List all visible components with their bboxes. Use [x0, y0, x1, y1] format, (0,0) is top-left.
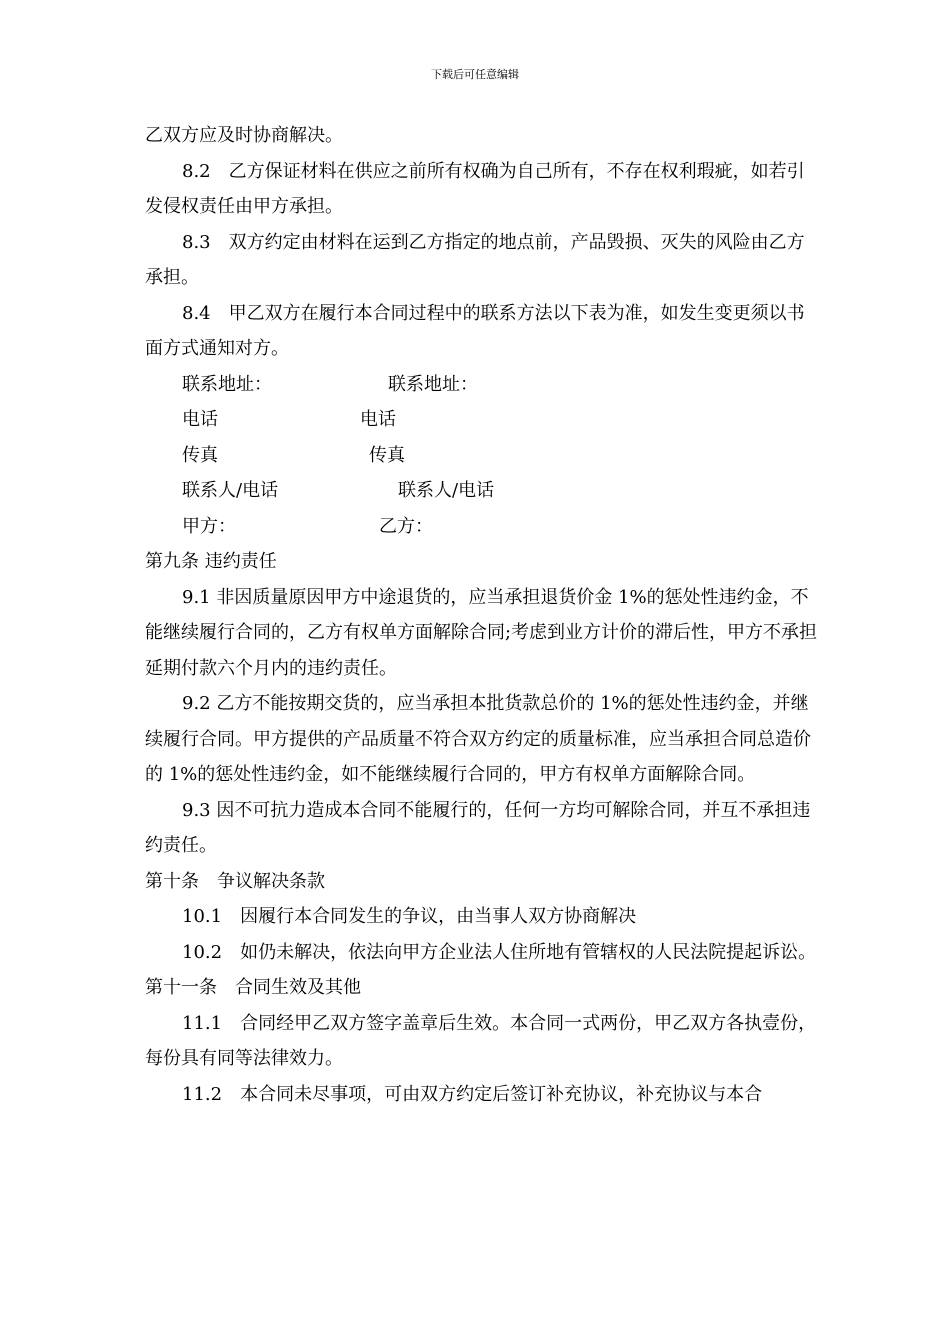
clause-9-1: 9.1 非因质量原因甲方中途退货的，应当承担退货价金 1%的惩处性违约金，不能继续履行合同的，乙方有权单方面解除合同;考虑到业方计价的滞后性，甲方不承担延期付款六个月内的违约责任。	[145, 586, 818, 679]
clause-10-2: 10.2 如仍未解决，依法向甲方企业法人住所地有管辖权的人民法院提起诉讼。	[182, 941, 817, 963]
clause-9-2: 9.2 乙方不能按期交货的，应当承担本批货款总价的 1%的惩处性违约金，并继续履行合同。甲方提供的产品质量不符合双方约定的质量标准，应当承担合同总造价的 1%的惩处性违约金，如不能继续履行合同的，甲方有权单方面解除合同。	[145, 693, 811, 785]
clause-8-4: 8.4 甲乙双方在履行本合同过程中的联系方法以下表为准，如发生变更须以书面方式通知对方。	[145, 302, 805, 359]
clause-10-1: 10.1 因履行本合同发生的争议，由当事人双方协商解决	[182, 906, 637, 927]
clause-8-3: 8.3 双方约定由材料在运到乙方指定的地点前，产品毁损、灭失的风险由乙方承担。	[145, 231, 805, 288]
contact-label-left: 电话	[182, 409, 218, 430]
contact-label-left: 联系人/电话	[182, 480, 279, 501]
contact-label-right: 联系地址：	[388, 373, 478, 395]
page-header: 下载后可任意编辑	[431, 68, 519, 81]
contact-label-left: 联系地址：	[182, 373, 272, 395]
clause-8-2: 8.2 乙方保证材料在供应之前所有权确为自己所有，不存在权利瑕疵，如若引发侵权责任由甲方承担。	[145, 160, 805, 217]
contact-label-right: 联系人/电话	[398, 480, 495, 501]
clause-9-3: 9.3 因不可抗力造成本合同不能履行的，任何一方均可解除合同，并互不承担违约责任。	[145, 799, 811, 856]
clause-11-1: 11.1 合同经甲乙双方签字盖章后生效。本合同一式两份，甲乙双方各执壹份，每份具有同等法律效力。	[145, 1012, 817, 1069]
clause-11-2: 11.2 本合同未尽事项，可由双方约定后签订补充协议，补充协议与本合	[182, 1083, 763, 1105]
article-11-heading: 第十一条 合同生效及其他	[145, 977, 361, 998]
party-b-label: 乙方：	[379, 515, 433, 537]
document-body	[145, 118, 820, 1112]
party-a-label: 甲方：	[182, 515, 236, 537]
paragraph-continuation: 乙双方应及时协商解决。	[145, 125, 343, 146]
contact-row-phone	[145, 402, 820, 438]
contact-row-person	[145, 473, 820, 509]
contact-label-right: 传真	[369, 444, 405, 466]
article-10-heading: 第十条 争议解决条款	[145, 870, 325, 892]
article-9-heading: 第九条 违约责任	[145, 551, 277, 572]
contact-row-fax	[145, 438, 820, 474]
contact-row-address	[145, 367, 820, 403]
contact-row-parties	[145, 509, 820, 545]
contact-label-right: 电话	[360, 409, 396, 430]
contact-label-left: 传真	[182, 444, 218, 466]
